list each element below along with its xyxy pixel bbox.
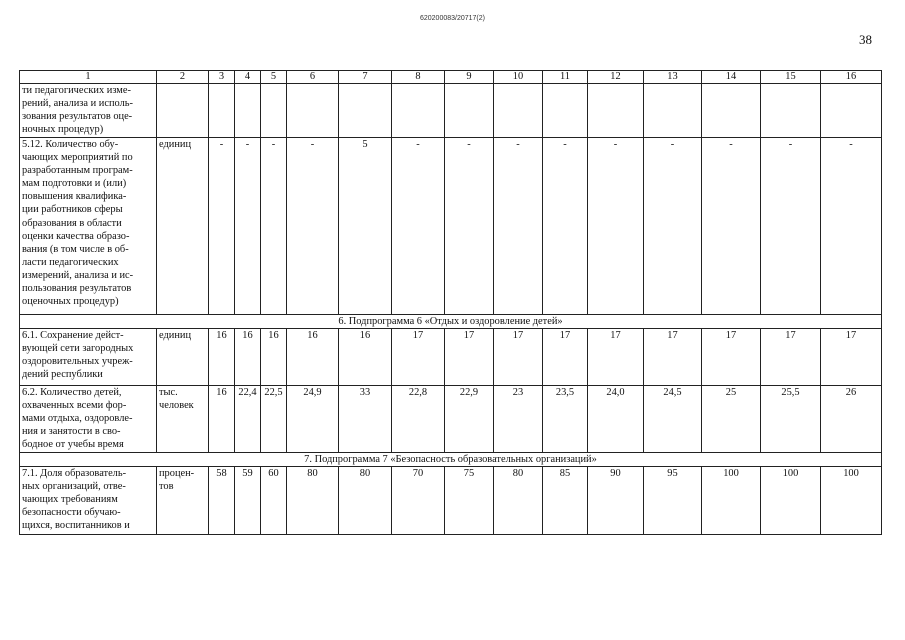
unit-cell: [157, 84, 209, 138]
header-cell: 14: [702, 71, 761, 84]
value-cell: 100: [821, 467, 882, 535]
value-cell: 17: [821, 329, 882, 386]
header-cell: 9: [445, 71, 494, 84]
value-cell: [235, 84, 261, 138]
value-cell: 24,9: [287, 386, 339, 453]
value-cell: [392, 84, 445, 138]
header-cell: 13: [644, 71, 702, 84]
indicators-table: [19, 70, 882, 535]
value-cell: 100: [702, 467, 761, 535]
value-cell: 16: [209, 386, 235, 453]
value-cell: -: [588, 138, 644, 315]
section-row: [20, 453, 882, 467]
value-cell: 17: [445, 329, 494, 386]
value-cell: 25: [702, 386, 761, 453]
page-number: 38: [859, 32, 872, 47]
value-cell: -: [445, 138, 494, 315]
value-cell: 95: [644, 467, 702, 535]
value-cell: 24,0: [588, 386, 644, 453]
indicator-name: 6.1. Сохранение дейст- вующей сети загородных оздоровительных учреж- дений республики: [20, 329, 157, 386]
value-cell: 16: [209, 329, 235, 386]
value-cell: [494, 84, 543, 138]
section-row: [20, 315, 882, 329]
table-row: [20, 386, 882, 453]
section-title: 7. Подпрограмма 7 «Безопасность образовательных организаций»: [20, 453, 882, 467]
header-cell: 15: [761, 71, 821, 84]
value-cell: 22,8: [392, 386, 445, 453]
value-cell: 17: [702, 329, 761, 386]
document-number: 620200083/20717(2): [419, 15, 485, 22]
unit-cell: процен- тов: [157, 467, 209, 535]
header-cell: 8: [392, 71, 445, 84]
value-cell: 16: [261, 329, 287, 386]
header-row: [20, 71, 882, 84]
value-cell: 26: [821, 386, 882, 453]
header-cell: 2: [157, 71, 209, 84]
value-cell: 24,5: [644, 386, 702, 453]
value-cell: -: [821, 138, 882, 315]
unit-cell: тыс. человек: [157, 386, 209, 453]
value-cell: [339, 84, 392, 138]
unit-cell: единиц: [157, 329, 209, 386]
value-cell: -: [543, 138, 588, 315]
value-cell: 17: [588, 329, 644, 386]
value-cell: [209, 84, 235, 138]
value-cell: 16: [235, 329, 261, 386]
value-cell: 17: [543, 329, 588, 386]
table-row: [20, 138, 882, 315]
value-cell: -: [392, 138, 445, 315]
value-cell: [543, 84, 588, 138]
value-cell: -: [209, 138, 235, 315]
value-cell: [702, 84, 761, 138]
header-cell: 12: [588, 71, 644, 84]
table-row: [20, 329, 882, 386]
value-cell: -: [261, 138, 287, 315]
value-cell: [821, 84, 882, 138]
value-cell: [261, 84, 287, 138]
value-cell: 17: [392, 329, 445, 386]
value-cell: 22,4: [235, 386, 261, 453]
value-cell: 22,5: [261, 386, 287, 453]
value-cell: 25,5: [761, 386, 821, 453]
value-cell: 17: [644, 329, 702, 386]
value-cell: 80: [287, 467, 339, 535]
header-cell: 16: [821, 71, 882, 84]
value-cell: 70: [392, 467, 445, 535]
header-cell: 1: [20, 71, 157, 84]
value-cell: 23,5: [543, 386, 588, 453]
value-cell: [445, 84, 494, 138]
section-title: 6. Подпрограмма 6 «Отдых и оздоровление детей»: [20, 315, 882, 329]
value-cell: 80: [494, 467, 543, 535]
header-cell: 4: [235, 71, 261, 84]
header-cell: 6: [287, 71, 339, 84]
header-cell: 7: [339, 71, 392, 84]
value-cell: 17: [494, 329, 543, 386]
header-cell: 10: [494, 71, 543, 84]
value-cell: 5: [339, 138, 392, 315]
indicator-name: 7.1. Доля образователь- ных организаций, отве- чающих требованиям безопасности обучаю- щихся, воспитанников и: [20, 467, 157, 535]
value-cell: 59: [235, 467, 261, 535]
value-cell: 58: [209, 467, 235, 535]
value-cell: 16: [339, 329, 392, 386]
indicator-name: 5.12. Количество обу- чающих мероприятий по разработанным програм- мам подготовки и (или) повышения квалифика- ции работников сферы образования в области оценки качества образо- вания (в том числе в об- ласти педагогических измерений, анализа и ис- пользования результатов оценочных процедур): [20, 138, 157, 315]
value-cell: -: [494, 138, 543, 315]
value-cell: [287, 84, 339, 138]
table-row: [20, 467, 882, 535]
table-body: [20, 71, 882, 535]
indicator-name: 6.2. Количество детей, охваченных всеми фор- мами отдыха, оздоровле- ния и занятости в сво- бодное от учебы время: [20, 386, 157, 453]
value-cell: 75: [445, 467, 494, 535]
header-cell: 5: [261, 71, 287, 84]
unit-cell: единиц: [157, 138, 209, 315]
table-row: [20, 84, 882, 138]
value-cell: -: [702, 138, 761, 315]
value-cell: -: [761, 138, 821, 315]
header-cell: 11: [543, 71, 588, 84]
value-cell: 90: [588, 467, 644, 535]
value-cell: -: [644, 138, 702, 315]
value-cell: -: [235, 138, 261, 315]
value-cell: 23: [494, 386, 543, 453]
value-cell: 100: [761, 467, 821, 535]
value-cell: 17: [761, 329, 821, 386]
value-cell: [644, 84, 702, 138]
value-cell: 85: [543, 467, 588, 535]
value-cell: 60: [261, 467, 287, 535]
indicator-name: ти педагогических изме- рений, анализа и исполь- зования результатов оце- ночных процедур): [20, 84, 157, 138]
value-cell: 33: [339, 386, 392, 453]
value-cell: -: [287, 138, 339, 315]
value-cell: 80: [339, 467, 392, 535]
value-cell: [588, 84, 644, 138]
value-cell: 16: [287, 329, 339, 386]
value-cell: [761, 84, 821, 138]
header-cell: 3: [209, 71, 235, 84]
value-cell: 22,9: [445, 386, 494, 453]
